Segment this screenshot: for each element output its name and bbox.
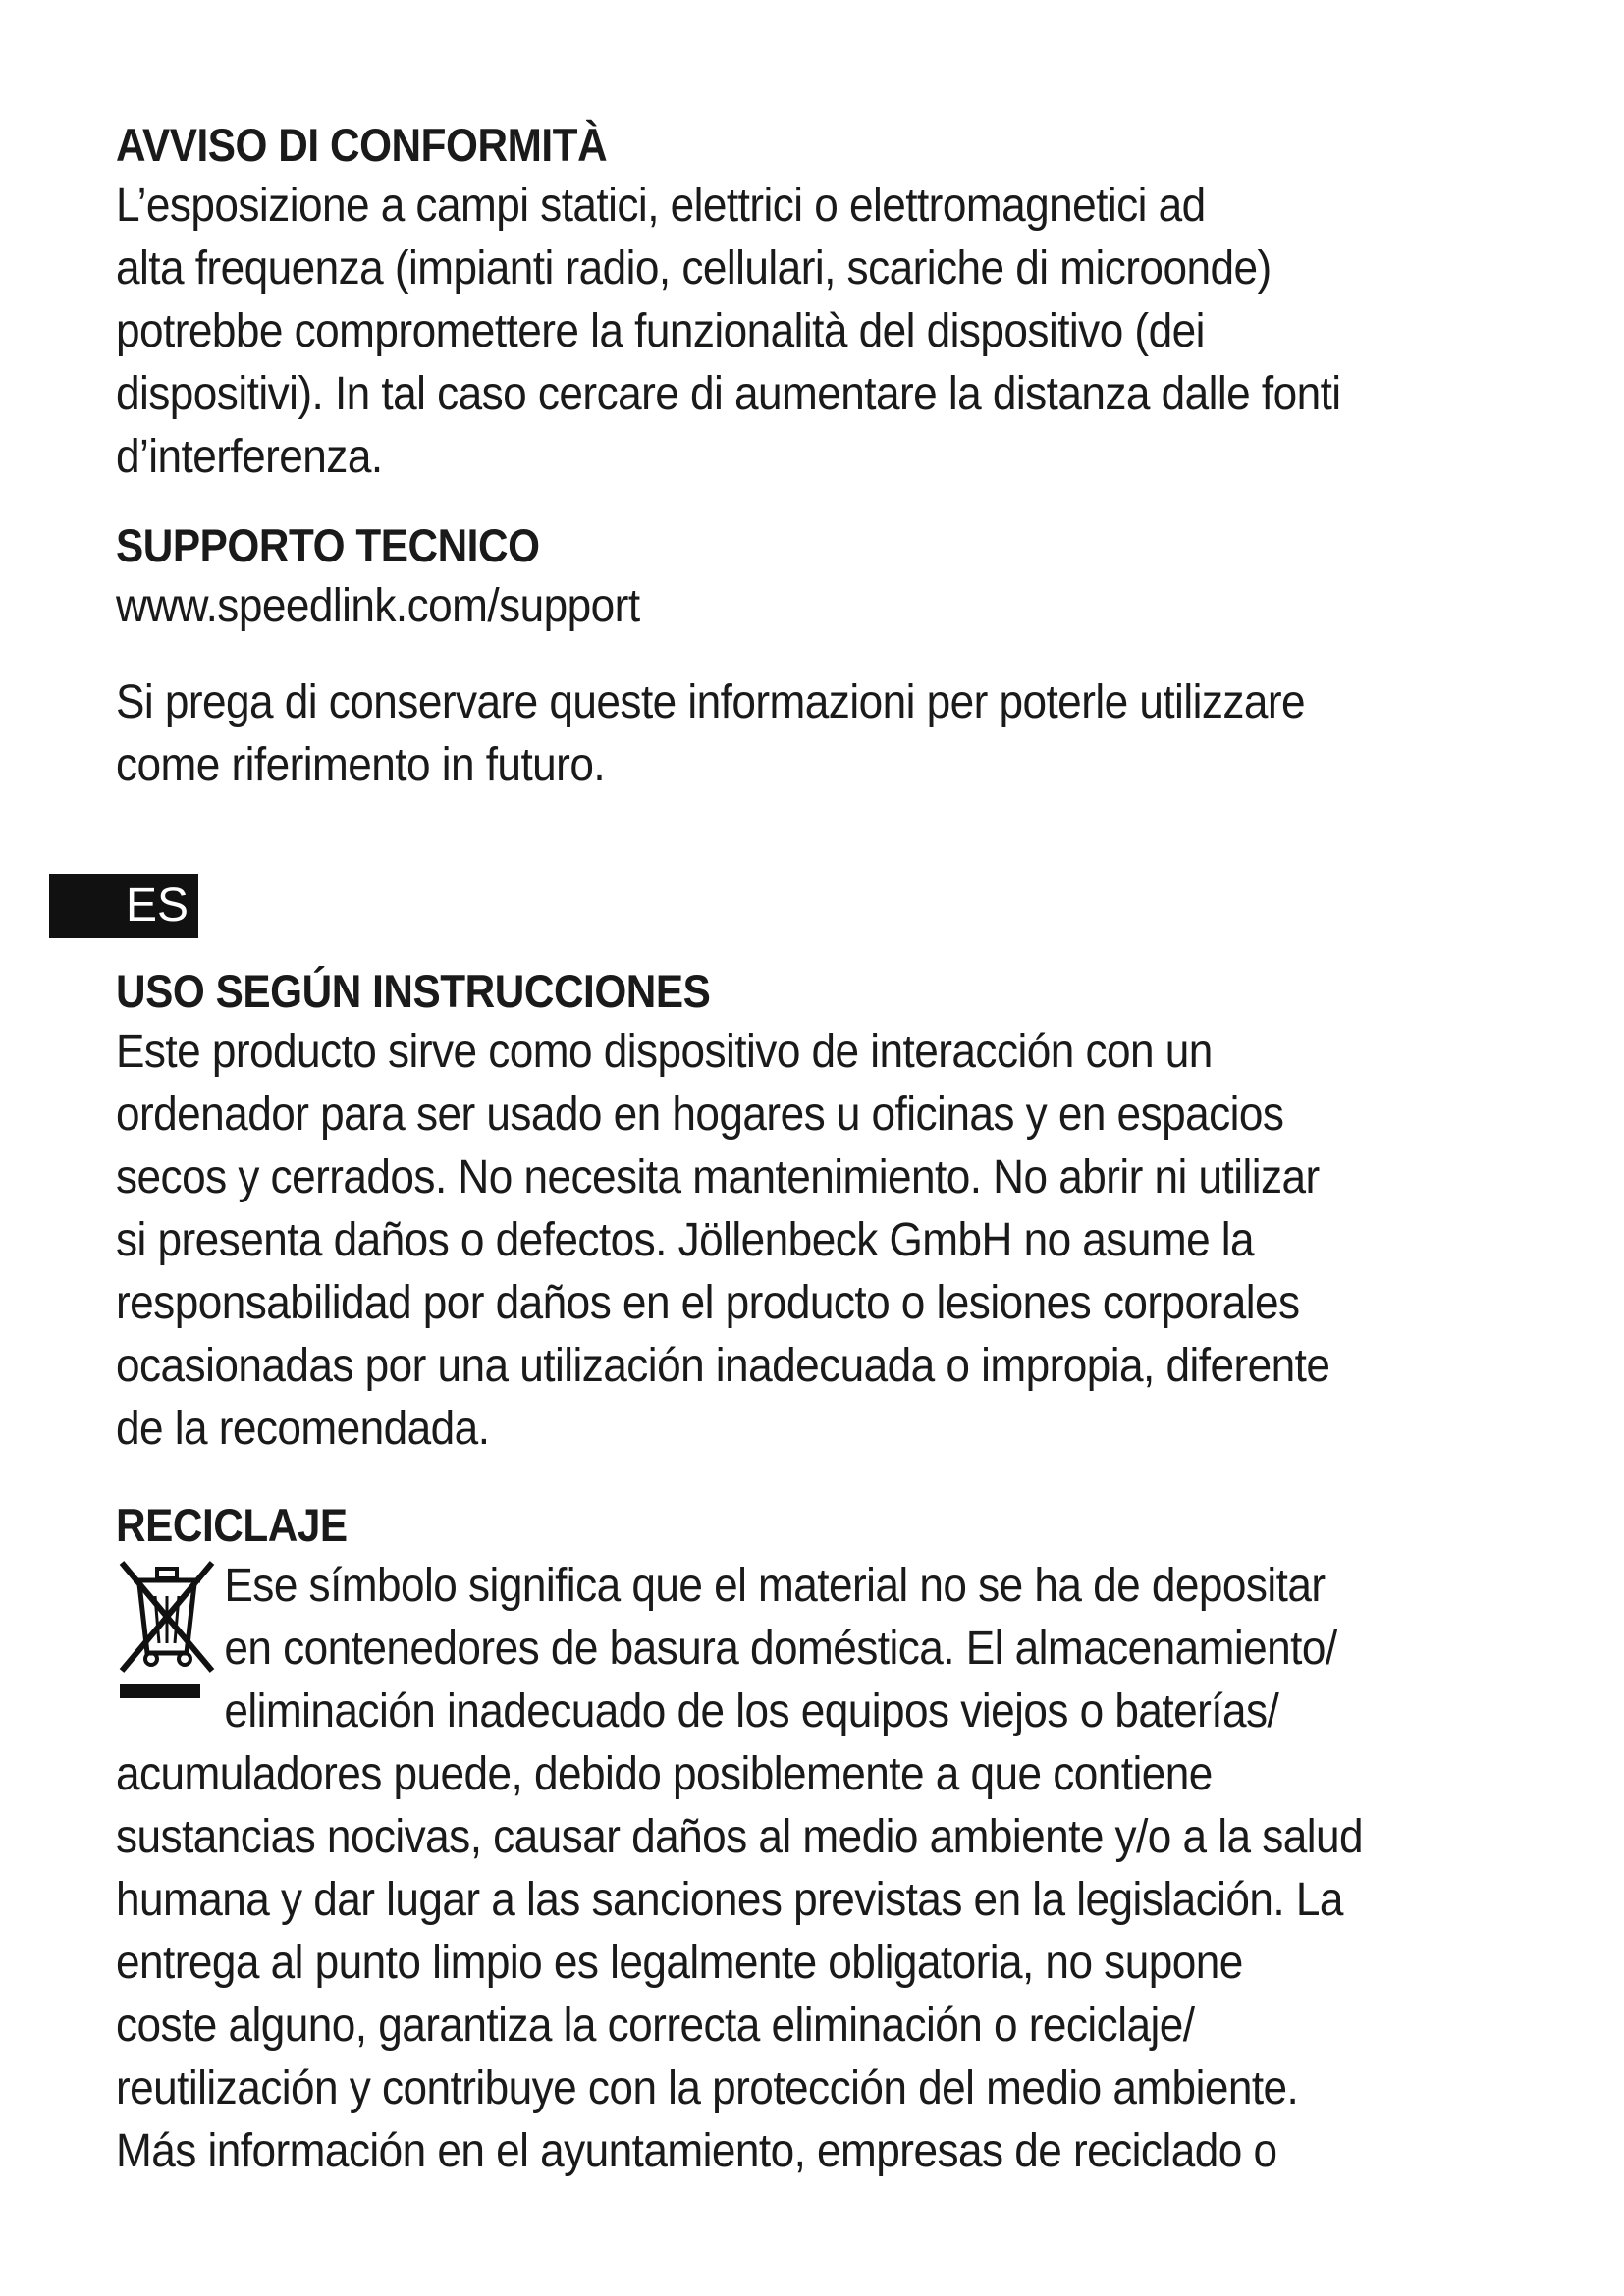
support-section <box>116 516 1530 638</box>
text-line: come riferimento in futuro. <box>116 739 606 791</box>
text-line: d’interferenza. <box>116 431 383 483</box>
text-line: de la recomendada. <box>116 1403 490 1455</box>
conformity-text <box>116 175 1534 489</box>
section-title-support: SUPPORTO TECNICO <box>116 519 540 571</box>
manual-page <box>116 116 1530 2177</box>
intended-use-text <box>116 1021 1534 1461</box>
text-line: sustancias nocivas, causar daños al medio ambiente y/o a la salud <box>116 1811 1364 1863</box>
text-line: entrega al punto limpio es legalmente obligatoria, no supone <box>116 1937 1243 1989</box>
text-line: potrebbe compromettere la funzionalità del dispositivo (dei <box>116 305 1205 357</box>
text-line: reutilización y contribuye con la protección del medio ambiente. <box>116 2062 1299 2114</box>
intended-use-section <box>116 962 1624 1461</box>
text-line: ocasionadas por una utilización inadecuada o impropia, diferente <box>116 1340 1330 1392</box>
language-badge-es: ES <box>49 874 198 938</box>
text-line: responsabilidad por daños en el producto o lesiones corporales <box>116 1277 1300 1329</box>
text-line: dispositivi). In tal caso cercare di aumentare la distanza dalle fonti <box>116 368 1341 420</box>
text-line: ordenador para ser usado en hogares u oficinas y en espacios <box>116 1089 1284 1141</box>
text-line: eliminación inadecuado de los equipos viejos o baterías/ <box>224 1685 1279 1737</box>
text-line: humana y dar lugar a las sanciones previstas en la legislación. La <box>116 1874 1343 1926</box>
recycling-section <box>116 1496 1624 2183</box>
recycling-body <box>116 1555 1624 2183</box>
text-line: Ese símbolo significa que el material no se ha de depositar <box>224 1560 1326 1612</box>
keep-info-section <box>116 671 1530 797</box>
text-line: acumuladores puede, debido posiblemente a que contiene <box>116 1748 1213 1800</box>
text-line: L’esposizione a campi statici, elettrici o elettromagnetici ad <box>116 180 1206 232</box>
text-line: si presenta daños o defectos. Jöllenbeck GmbH no asume la <box>116 1214 1255 1266</box>
text-line: alta frequenza (impianti radio, cellulari, scariche di microonde) <box>116 242 1272 294</box>
recycling-indented-text <box>116 1555 1624 1743</box>
section-title-conformity: AVVISO DI CONFORMITÀ <box>116 119 608 171</box>
text-line: secos y cerrados. No necesita mantenimiento. No abrir ni utilizar <box>116 1151 1320 1203</box>
text-line: Más información en el ayuntamiento, empresas de reciclado o <box>116 2125 1277 2177</box>
section-title-recycling: RECICLAJE <box>116 1499 348 1551</box>
text-line: Este producto sirve como dispositivo de interacción con un <box>116 1026 1213 1078</box>
conformity-section <box>116 116 1530 489</box>
support-link[interactable]: www.speedlink.com/support <box>116 580 640 632</box>
support-url[interactable] <box>116 575 1534 638</box>
text-line: coste alguno, garantiza la correcta eliminación o reciclaje/ <box>116 2000 1195 2052</box>
text-line: Si prega di conservare queste informazioni per poterle utilizzare <box>116 676 1306 728</box>
section-title-intended-use: USO SEGÚN INSTRUCCIONES <box>116 965 711 1017</box>
keep-info-text <box>116 671 1534 797</box>
recycling-text <box>116 1743 1534 2183</box>
text-line: en contenedores de basura doméstica. El almacenamiento/ <box>224 1623 1337 1675</box>
